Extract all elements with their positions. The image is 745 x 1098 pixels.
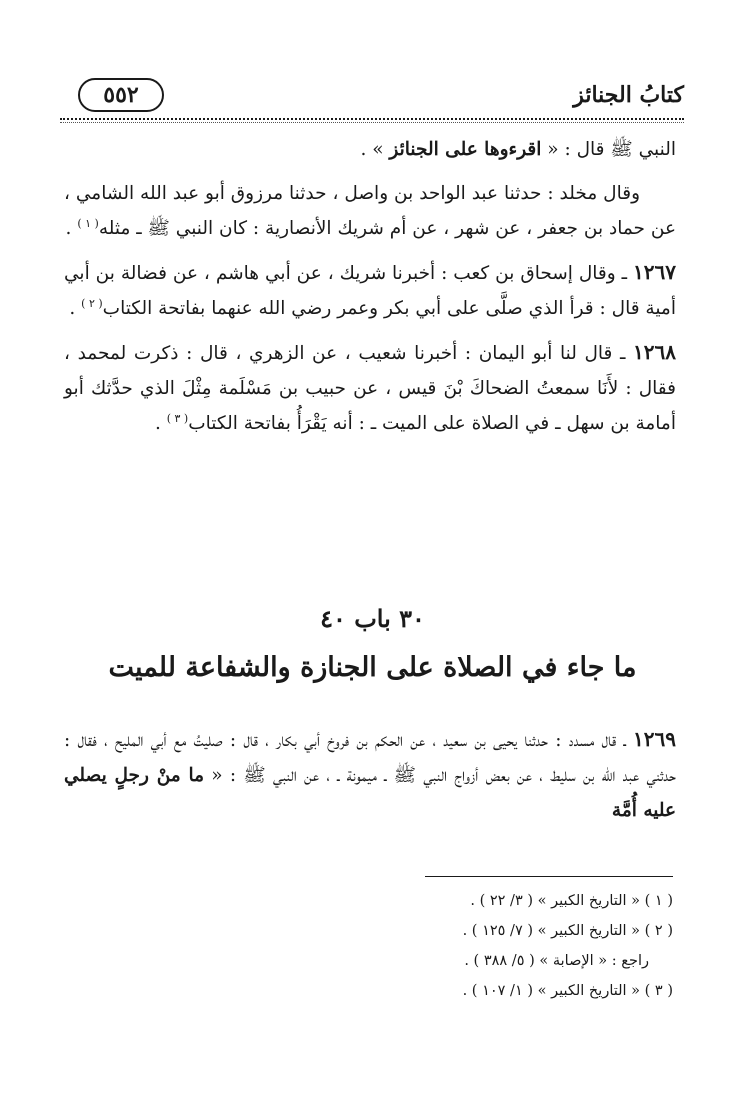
chapter-number: ٣٠ باب ٤٠	[320, 604, 425, 633]
footnote-ref-3[interactable]: ( ٣ )	[166, 411, 189, 425]
paragraph-hadith-1269	[64, 722, 676, 828]
p5-text: ـ قال مسدد : حدثنا يحيى بن سعيد ، عن الحكم بن فروخ أبي بكار ، قال : صليتُ مع أبي المليح ، فقال : حدثني عبد الله بن سليط ، عن بعض أزواج النبي ﷺ ـ ميمونة ـ ، عن النبي ﷺ : «	[64, 730, 676, 786]
hadith-number: ١٢٦٧	[633, 260, 676, 284]
page-header	[60, 78, 684, 120]
p3-end: .	[69, 298, 82, 319]
running-title: كتابُ الجنائز	[573, 82, 684, 108]
hadith-number: ١٢٦٩	[633, 727, 676, 751]
p1-quote: اقرءوها على الجنائز	[389, 139, 542, 160]
header-divider-secondary	[60, 122, 684, 123]
lower-text-block	[64, 722, 676, 837]
p1-post: » .	[360, 139, 390, 160]
footnote-ref-2[interactable]: ( ٢ )	[81, 296, 103, 310]
hadith-number: ١٢٦٨	[633, 340, 676, 364]
footnote-divider	[425, 876, 673, 877]
footnotes	[253, 886, 673, 1006]
paragraph-hadith-1267	[64, 255, 676, 326]
footnote-3: ( ٣ ) « التاريخ الكبير » ( ١/ ١٠٧ ) .	[462, 983, 673, 999]
footnote-1: ( ١ ) « التاريخ الكبير » ( ٣/ ٢٢ ) .	[470, 893, 673, 909]
header-divider	[60, 118, 684, 120]
footnote-2-note: راجع : « الإصابة » ( ٥/ ٣٨٨ ) .	[464, 953, 649, 969]
chapter-title: ما جاء في الصلاة على الجنازة والشفاعة للميت	[108, 652, 637, 683]
p4-text: ـ قال لنا أبو اليمان : أخبرنا شعيب ، عن الزهري ، قال : ذكرت لمحمد ، فقال : لأَنَا سمعتُ الضحاكَ بْنَ قيس ، عن حبيب بن مَسْلَمة مِثْلَ الذي حدَّثك أبو أمامة بن سهل ـ في الصلاة على الميت ـ : أنه يَقْرَأُ بفاتحة الكتاب	[64, 343, 676, 434]
paragraph-2	[64, 176, 676, 246]
p2-end: .	[65, 218, 78, 239]
p5-quote: ما منْ رجلٍ يصلي عليه أُمَّة	[64, 765, 676, 821]
p3-text: ـ وقال إسحاق بن كعب : أخبرنا شريك ، عن أبي هاشم ، عن فضالة بن أبي أمية قال : قرأ الذي صلَّى على أبي بكر وعمر رضي الله عنهما بفاتحة الكتاب	[64, 263, 676, 319]
p1-pre: النبي ﷺ قال : «	[541, 139, 676, 160]
footnote-ref-1[interactable]: ( ١ )	[77, 216, 99, 230]
p2-text: وقال مخلد : حدثنا عبد الواحد بن واصل ، حدثنا مرزوق أبو عبد الله الشامي ، عن حماد بن جعفر ، عن شهر ، عن أم شريك الأنصارية : كان النبي ﷺ ـ مثله	[64, 183, 676, 239]
upper-text-block	[64, 132, 676, 450]
page-number-badge: ٥٥٢	[78, 78, 164, 112]
footnote-2: ( ٢ ) « التاريخ الكبير » ( ٧/ ١٢٥ ) .	[462, 923, 673, 939]
paragraph-1	[64, 132, 676, 167]
p4-end: .	[154, 413, 167, 434]
paragraph-hadith-1268	[64, 335, 676, 441]
